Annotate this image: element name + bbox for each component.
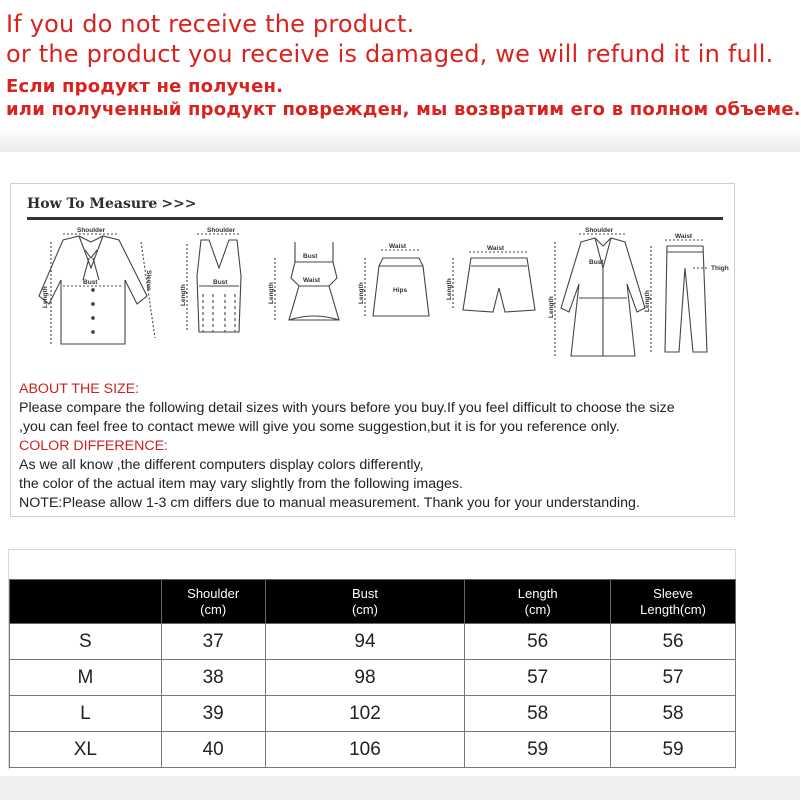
table-row <box>10 696 736 732</box>
cell-bust: 94 <box>265 624 465 660</box>
cell-size: L <box>10 696 162 732</box>
header-bust <box>265 580 465 624</box>
cell-sleeve: 59 <box>611 732 736 768</box>
header-shoulder-line1: Shoulder <box>187 585 240 601</box>
label-waist-7: Waist <box>675 233 693 240</box>
label-bust-3: Bust <box>303 253 318 260</box>
cell-sleeve: 56 <box>611 624 736 660</box>
header-size <box>10 580 162 624</box>
title-divider <box>27 217 723 220</box>
cell-bust: 102 <box>265 696 465 732</box>
size-chart <box>8 549 736 769</box>
title-arrow-icon: >>> <box>161 196 197 212</box>
cell-bust: 106 <box>265 732 465 768</box>
size-info-text <box>19 380 734 513</box>
banner-line-2: or the product you receive is damaged, we will refund it in full. <box>6 40 774 68</box>
cell-sleeve: 58 <box>611 696 736 732</box>
header-length-line2: (cm) <box>524 601 551 617</box>
skirt-diagram <box>358 243 429 316</box>
label-length-4: Length <box>358 282 365 304</box>
cell-shoulder: 39 <box>161 696 265 732</box>
label-waist-3: Waist <box>303 277 321 284</box>
size-table <box>9 579 736 768</box>
color-difference-line-2: the color of the actual item may vary slightly from the following images. <box>19 476 463 492</box>
table-row <box>10 660 736 696</box>
how-to-measure-panel <box>10 183 735 517</box>
bottom-shadow-strip <box>0 776 800 800</box>
header-sleeve-length <box>611 580 736 624</box>
shorts-diagram <box>446 245 535 312</box>
label-sleeve-1: Sleeve <box>145 270 152 291</box>
header-bust-line2: (cm) <box>351 601 378 617</box>
label-length-2: Length <box>180 284 187 306</box>
cell-sleeve: 57 <box>611 660 736 696</box>
cell-bust: 98 <box>265 660 465 696</box>
label-length-3: Length <box>268 282 275 304</box>
banner-line-3: Если продукт не получен. <box>6 76 284 97</box>
label-thigh-7: Thigh <box>711 265 729 272</box>
cell-shoulder: 40 <box>161 732 265 768</box>
header-sleeve-line2: Length(cm) <box>640 601 706 617</box>
blouse-diagram <box>39 227 155 344</box>
about-size-heading: ABOUT THE SIZE: <box>19 381 140 397</box>
cell-length: 56 <box>465 624 611 660</box>
cell-size: M <box>10 660 162 696</box>
tank-top-diagram <box>180 227 241 332</box>
label-hips-4: Hips <box>393 287 408 294</box>
size-table-header-row <box>10 580 736 624</box>
label-waist-4: Waist <box>389 243 407 250</box>
header-shoulder <box>161 580 265 624</box>
banner-line-1: If you do not receive the product. <box>6 10 415 38</box>
how-to-measure-title-text: How To Measure <box>27 196 158 212</box>
header-length <box>465 580 611 624</box>
cell-shoulder: 37 <box>161 624 265 660</box>
label-bust-6: Bust <box>589 259 604 266</box>
label-bust-1: Bust <box>83 279 98 286</box>
label-shoulder-2: Shoulder <box>207 227 236 234</box>
about-size-line-1: Please compare the following detail sizes with yours before you buy.If you feel difficult to choose the size <box>19 400 675 416</box>
cell-shoulder: 38 <box>161 660 265 696</box>
header-shoulder-line2: (cm) <box>200 601 227 617</box>
table-row <box>10 624 736 660</box>
banner-line-4: или полученный продукт поврежден, мы возвратим его в полном объеме. <box>6 99 801 120</box>
trousers-diagram <box>644 233 729 352</box>
label-length-5: Length <box>446 278 453 300</box>
refund-banner <box>0 0 800 152</box>
cell-size: XL <box>10 732 162 768</box>
banner-shadow <box>0 128 800 152</box>
cell-size: S <box>10 624 162 660</box>
header-length-line1: Length <box>517 585 558 601</box>
table-row <box>10 732 736 768</box>
coat-diagram <box>548 227 645 356</box>
label-bust-2: Bust <box>213 279 228 286</box>
cami-dress-diagram <box>268 242 339 320</box>
label-length-6: Length <box>548 296 555 318</box>
cell-length: 59 <box>465 732 611 768</box>
how-to-measure-title <box>27 196 197 212</box>
label-shoulder-6: Shoulder <box>585 227 614 234</box>
cell-length: 57 <box>465 660 611 696</box>
label-length-1: Length <box>42 286 49 308</box>
header-sleeve-line1: Sleeve <box>653 585 693 601</box>
color-difference-heading: COLOR DIFFERENCE: <box>19 438 168 454</box>
garment-measure-diagram <box>23 227 729 374</box>
label-waist-5: Waist <box>487 245 505 252</box>
about-size-line-2: ,you can feel free to contact mewe will give you some suggestion,but it is for you reference only. <box>19 419 620 435</box>
header-bust-line1: Bust <box>351 585 378 601</box>
measurement-note: NOTE:Please allow 1-3 cm differs due to manual measurement. Thank you for your understanding. <box>19 495 640 511</box>
label-length-7: Length <box>644 290 651 312</box>
label-shoulder-1: Shoulder <box>77 227 106 234</box>
cell-length: 58 <box>465 696 611 732</box>
color-difference-line-1: As we all know ,the different computers display colors differently, <box>19 457 424 473</box>
